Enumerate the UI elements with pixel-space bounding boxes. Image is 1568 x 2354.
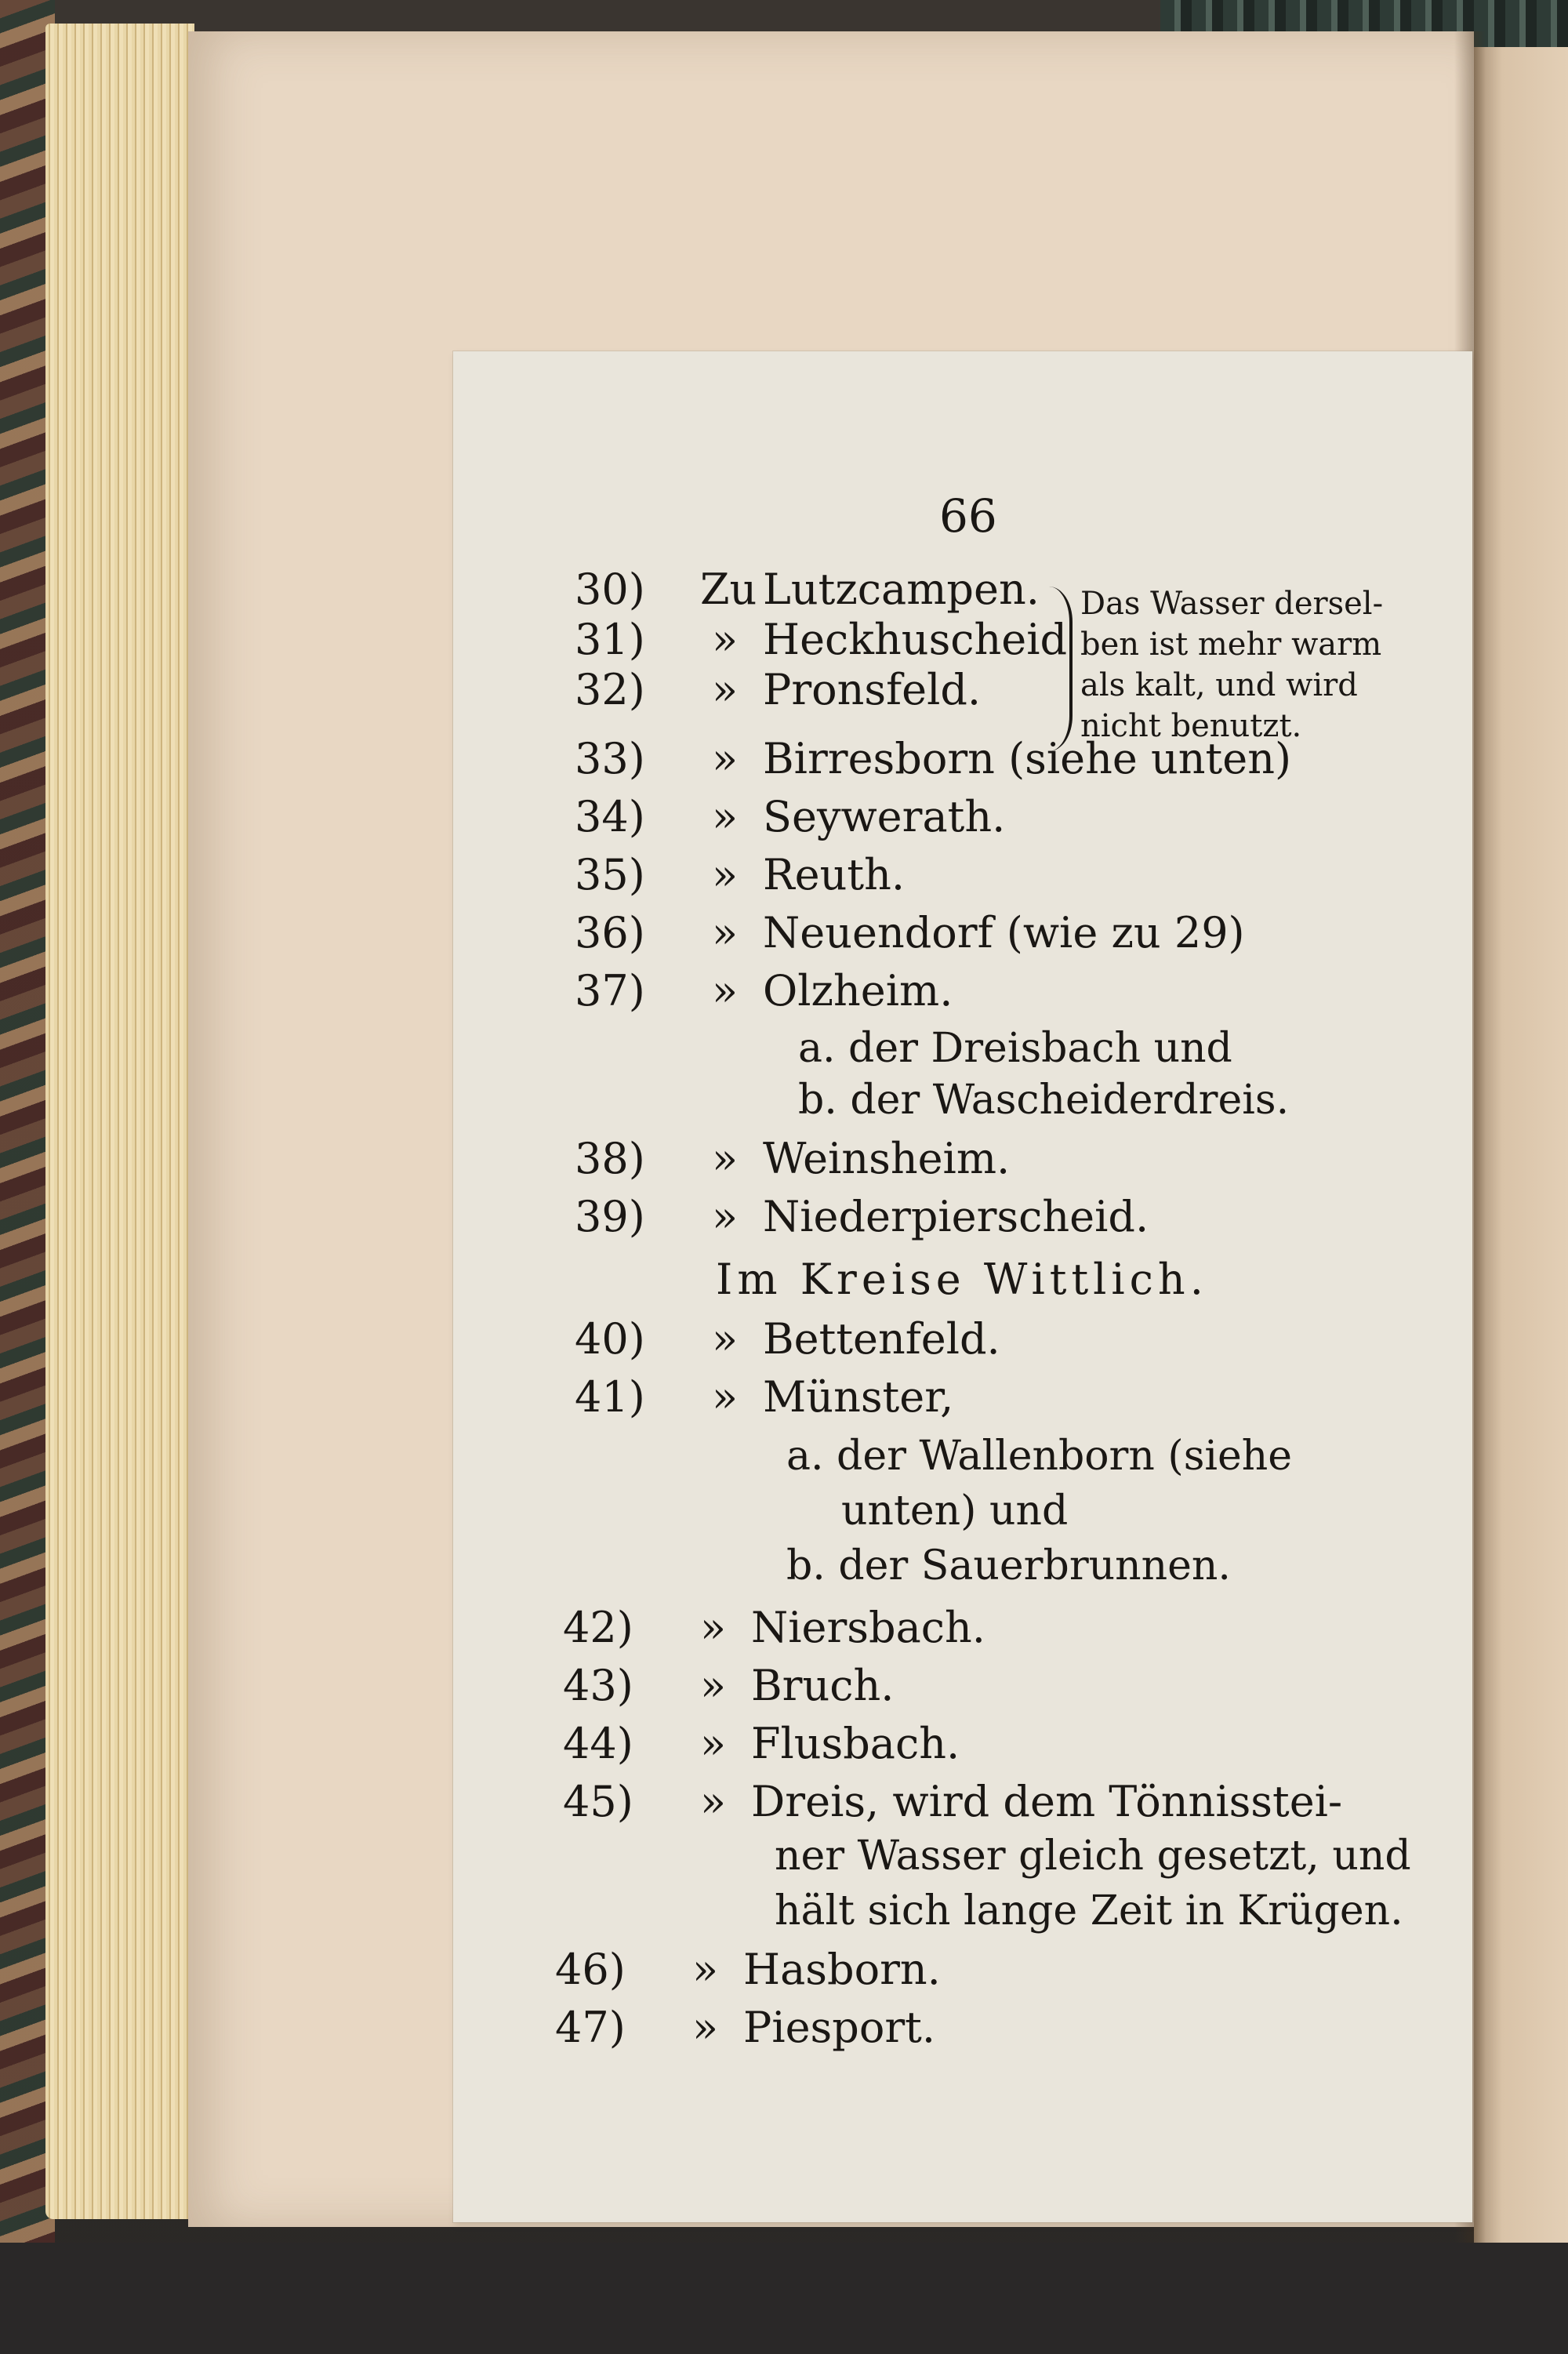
facing-page-strip bbox=[1474, 47, 1568, 2266]
brace-note-line: Das Wasser dersel- bbox=[1080, 586, 1384, 622]
place-name: Bruch. bbox=[751, 1661, 895, 1710]
place-name: Hasborn. bbox=[743, 1945, 941, 1994]
item-number: 46) bbox=[555, 1945, 626, 1994]
ditto-mark: » bbox=[712, 966, 739, 1015]
place-name: Dreis, wird dem Tönnisstei- bbox=[751, 1777, 1343, 1826]
place-name: Flusbach. bbox=[751, 1719, 960, 1768]
item-number: 31) bbox=[575, 615, 645, 664]
item-prefix: Zu bbox=[700, 565, 757, 614]
list-item bbox=[563, 1717, 1269, 1772]
ditto-mark: » bbox=[712, 665, 739, 714]
item-number: 33) bbox=[575, 734, 645, 783]
ditto-mark: » bbox=[712, 1134, 739, 1183]
item-number: 45) bbox=[563, 1777, 633, 1826]
sub-item: a. der Dreisbach und bbox=[798, 1025, 1232, 1072]
place-name: Olzheim. bbox=[763, 966, 953, 1015]
entry-continuation: hält sich lange Zeit in Krügen. bbox=[775, 1887, 1403, 1934]
ditto-mark: » bbox=[712, 850, 739, 899]
sub-item: a. der Wallenborn (siehe bbox=[786, 1433, 1293, 1480]
ditto-mark: » bbox=[712, 615, 739, 664]
place-name: Niederpierscheid. bbox=[763, 1192, 1149, 1241]
place-name: Niersbach. bbox=[751, 1603, 985, 1652]
list-item bbox=[575, 732, 1359, 787]
place-name: Pronsfeld. bbox=[763, 665, 982, 714]
list-item bbox=[575, 1371, 1280, 1426]
item-number: 44) bbox=[563, 1719, 633, 1768]
list-item bbox=[555, 2001, 1261, 2056]
pasted-slip bbox=[453, 351, 1472, 2222]
bottom-shadow bbox=[0, 2243, 1568, 2354]
list-item bbox=[575, 906, 1359, 961]
list-item bbox=[575, 1190, 1280, 1245]
ditto-mark: » bbox=[712, 734, 739, 783]
item-number: 41) bbox=[575, 1372, 645, 1422]
item-number: 42) bbox=[563, 1603, 633, 1652]
brace-note-line: als kalt, und wird bbox=[1080, 667, 1358, 703]
place-name: Piesport. bbox=[743, 2003, 936, 2052]
brace-note bbox=[1080, 583, 1457, 747]
curly-brace bbox=[1049, 587, 1073, 751]
list-item bbox=[575, 563, 1061, 618]
ditto-mark: » bbox=[700, 1777, 727, 1826]
place-name: Bettenfeld. bbox=[763, 1314, 1000, 1364]
item-number: 35) bbox=[575, 850, 645, 899]
place-name: Münster, bbox=[763, 1372, 954, 1422]
item-number: 38) bbox=[575, 1134, 645, 1183]
place-name: Reuth. bbox=[763, 850, 906, 899]
ditto-mark: » bbox=[712, 1314, 739, 1364]
sub-item: b. der Sauerbrunnen. bbox=[786, 1542, 1231, 1589]
list-item bbox=[563, 1659, 1269, 1714]
ditto-mark: » bbox=[712, 792, 739, 841]
ditto-mark: » bbox=[692, 2003, 719, 2052]
item-number: 43) bbox=[563, 1661, 633, 1710]
item-number: 37) bbox=[575, 966, 645, 1015]
list-item bbox=[575, 848, 1280, 903]
page-block-edges bbox=[45, 24, 194, 2219]
list-item bbox=[575, 663, 1061, 718]
item-number: 40) bbox=[575, 1314, 645, 1364]
entry-continuation: ner Wasser gleich gesetzt, und bbox=[775, 1833, 1411, 1880]
ditto-mark: » bbox=[700, 1661, 727, 1710]
ditto-mark: » bbox=[712, 908, 739, 957]
item-number: 47) bbox=[555, 2003, 626, 2052]
district-heading: Im Kreise Wittlich. bbox=[716, 1255, 1208, 1304]
list-item bbox=[575, 790, 1280, 845]
item-number: 30) bbox=[575, 565, 645, 614]
ditto-mark: » bbox=[692, 1945, 719, 1994]
ditto-mark: » bbox=[700, 1719, 727, 1768]
sub-item-continued: unten) und bbox=[841, 1488, 1069, 1535]
slip-text bbox=[453, 351, 1472, 2222]
place-name: Heckhuscheid bbox=[763, 615, 1068, 664]
brace-note-line: nicht benutzt. bbox=[1080, 708, 1302, 744]
place-name: Birresborn (siehe unten) bbox=[763, 734, 1292, 783]
list-item bbox=[575, 613, 1068, 668]
item-number: 39) bbox=[575, 1192, 645, 1241]
place-name: Neuendorf (wie zu 29) bbox=[763, 908, 1245, 957]
item-number: 34) bbox=[575, 792, 645, 841]
list-item bbox=[555, 1943, 1261, 1998]
ditto-mark: » bbox=[712, 1372, 739, 1422]
place-name: Lutzcampen. bbox=[763, 565, 1040, 614]
list-item bbox=[563, 1775, 1457, 1830]
item-number: 36) bbox=[575, 908, 645, 957]
place-name: Seywerath. bbox=[763, 792, 1006, 841]
sub-item: b. der Wascheiderdreis. bbox=[798, 1077, 1290, 1124]
list-item bbox=[575, 1313, 1280, 1368]
brace-note-line: ben ist mehr warm bbox=[1080, 627, 1382, 663]
item-number: 32) bbox=[575, 665, 645, 714]
list-item bbox=[563, 1601, 1269, 1656]
list-item bbox=[575, 1132, 1280, 1187]
list-item bbox=[575, 964, 1280, 1019]
ditto-mark: » bbox=[700, 1603, 727, 1652]
place-name: Weinsheim. bbox=[763, 1134, 1011, 1183]
ditto-mark: » bbox=[712, 1192, 739, 1241]
page-number: 66 bbox=[939, 489, 997, 543]
